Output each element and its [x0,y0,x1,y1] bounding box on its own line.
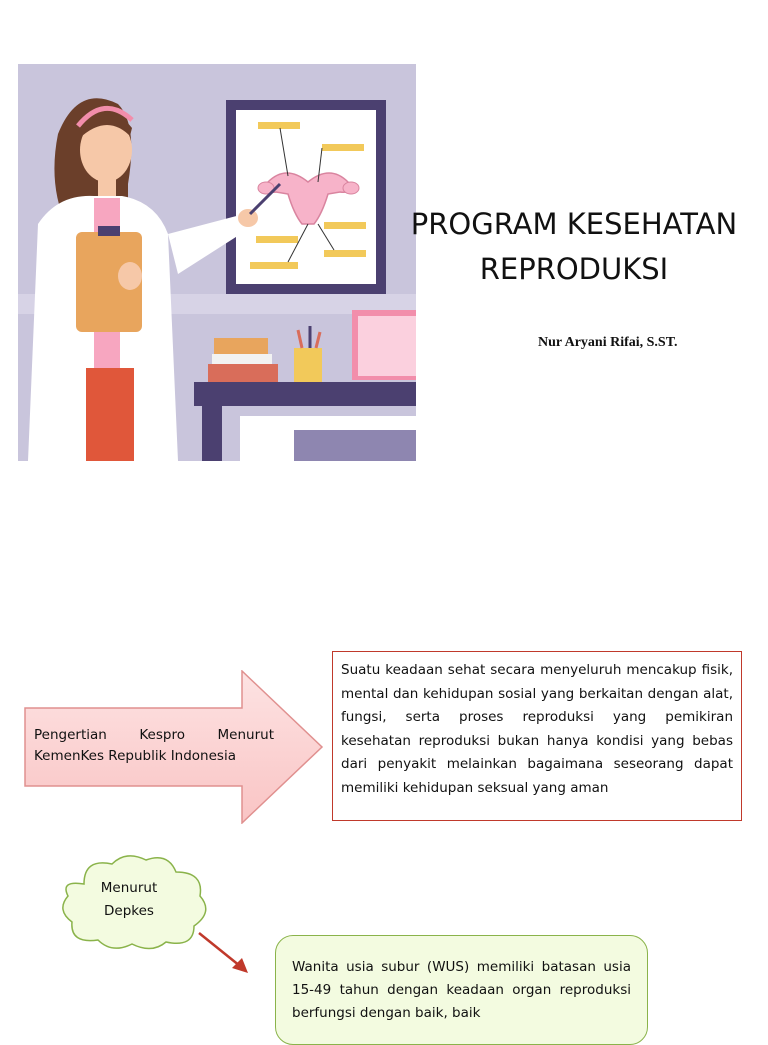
title-line-1: PROGRAM KESEHATAN [410,207,738,241]
arrow-pointer-icon [196,930,252,976]
arrow-label: Pengertian Kespro Menurut KemenKes Republik Indonesia [34,727,274,764]
doctor-illustration [18,64,416,461]
wus-box: Wanita usia subur (WUS) memiliki batasan usia 15-49 tahun dengan keadaan organ reproduksi berfungsi dengan baik, baik [275,935,648,1045]
title-line-2: REPRODUKSI [479,252,669,286]
author-name: Nur Aryani Rifai, S.ST. [538,335,678,350]
slide-title [390,202,758,292]
uterus-poster [226,100,386,294]
cloud-label: Menurut Depkes [100,880,158,919]
definition-box: Suatu keadaan sehat secara menyeluruh mencakup fisik, mental dan kehidupan sosial yang berkaitan dengan alat, fungsi, serta proses reproduksi yang pemikiran kesehatan reproduksi bukan hanya kondisi yang bebas dari penyakit melainkan bagaimana seseorang dapat memiliki kehidupan seksual yang aman [332,651,742,821]
